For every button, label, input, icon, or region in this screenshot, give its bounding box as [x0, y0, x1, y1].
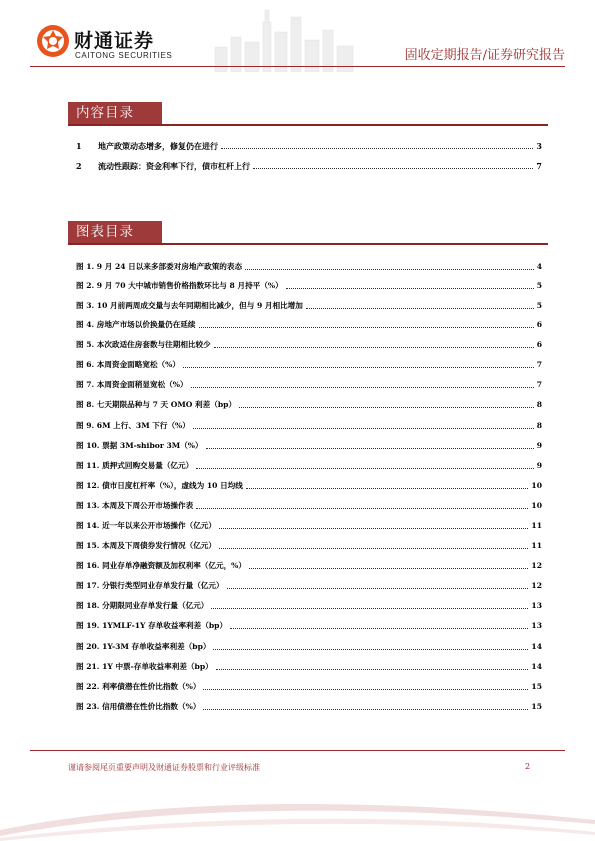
- figure-entry-8[interactable]: [76, 398, 542, 412]
- figure-entry-page: 10: [531, 481, 542, 490]
- figure-entry-page: 12: [531, 561, 542, 570]
- figure-entry-title: 图 13. 本周及下周公开市场操作表: [76, 501, 194, 510]
- figure-leader-dots: [213, 640, 528, 650]
- figure-entry-15[interactable]: [76, 539, 542, 553]
- figure-entry-page: 6: [536, 320, 542, 329]
- figure-entry-page: 14: [531, 642, 542, 651]
- figure-entry-page: 12: [531, 581, 542, 590]
- figure-leader-dots: [196, 499, 528, 509]
- figure-entry-20[interactable]: [76, 640, 542, 654]
- figure-entry-title: 图 4. 房地产市场以价换量仍在延续: [76, 320, 196, 329]
- figures-heading: [68, 221, 548, 245]
- figure-leader-dots: [239, 398, 534, 408]
- figure-entry-title: 图 22. 利率债潜在性价比指数（%）: [76, 682, 201, 691]
- figure-leader-dots: [191, 378, 534, 388]
- figure-leader-dots: [227, 579, 529, 589]
- figure-entry-21[interactable]: [76, 660, 542, 674]
- figure-entry-page: 14: [531, 662, 542, 671]
- report-type-label: 固收定期报告/证券研究报告: [404, 48, 565, 63]
- toc-item-2[interactable]: [76, 159, 542, 173]
- figure-entry-title: 图 6. 本周资金面略宽松（%）: [76, 360, 180, 369]
- figure-entry-6[interactable]: [76, 358, 542, 372]
- figure-entry-13[interactable]: [76, 499, 542, 513]
- figure-entry-page: 7: [536, 360, 542, 369]
- figure-entry-title: 图 21. 1Y 中票-存单收益率利差（bp）: [76, 662, 213, 671]
- figure-entry-page: 10: [531, 501, 542, 510]
- figure-entry-12[interactable]: [76, 479, 542, 493]
- header-divider: [30, 66, 565, 67]
- figure-entry-page: 9: [536, 461, 542, 470]
- figure-leader-dots: [306, 299, 534, 309]
- disclaimer-note: 谨请参阅尾页重要声明及财通证券股票和行业评级标准: [68, 763, 260, 772]
- figure-entry-title: 图 12. 债市日度杠杆率（%），虚线为 10 日均线: [76, 481, 243, 490]
- figure-entry-3[interactable]: [76, 299, 542, 313]
- figure-leader-dots: [249, 559, 528, 569]
- figure-entry-5[interactable]: [76, 338, 542, 352]
- figure-entry-title: 图 16. 同业存单净融资额及加权利率（亿元，%）: [76, 561, 246, 570]
- figure-entry-title: 图 1. 9 月 24 日以来多部委对房地产政策的表态: [76, 262, 243, 271]
- toc-item-title: 地产政策动态增多，修复仍在进行: [98, 141, 218, 151]
- figure-leader-dots: [203, 680, 528, 690]
- figure-entry-page: 13: [531, 621, 542, 630]
- figure-entry-page: 5: [536, 301, 542, 310]
- toc-item-number: 1: [76, 141, 82, 151]
- figure-entry-title: 图 19. 1YMLF-1Y 存单收益率利差（bp）: [76, 621, 228, 630]
- figure-leader-dots: [230, 619, 528, 629]
- figure-entry-page: 13: [531, 601, 542, 610]
- figure-leader-dots: [206, 439, 534, 449]
- toc-leader-dots: [253, 159, 533, 169]
- contents-heading-label: 内容目录: [68, 102, 162, 124]
- footer-swoosh-decoration: [0, 790, 595, 841]
- toc-item-number: 2: [76, 161, 82, 171]
- figure-entry-page: 4: [536, 262, 542, 271]
- figure-entry-title: 图 7. 本周资金面稍显宽松（%）: [76, 380, 188, 389]
- figure-entry-title: 图 20. 1Y-3M 存单收益率利差（bp）: [76, 642, 211, 651]
- figure-entry-22[interactable]: [76, 680, 542, 694]
- figure-entry-4[interactable]: [76, 318, 542, 332]
- toc-item-page: 3: [536, 141, 542, 151]
- figure-entry-title: 图 10. 票据 3M-shibor 3M（%）: [76, 441, 203, 450]
- figure-entry-16[interactable]: [76, 559, 542, 573]
- figure-entry-19[interactable]: [76, 619, 542, 633]
- contents-heading: [68, 102, 548, 126]
- figures-heading-label: 图表目录: [68, 221, 162, 243]
- figure-entry-11[interactable]: [76, 459, 542, 473]
- figure-entry-1[interactable]: [76, 260, 542, 274]
- page-header: [0, 0, 595, 80]
- figure-entry-17[interactable]: [76, 579, 542, 593]
- figure-entry-title: 图 18. 分期限同业存单发行量（亿元）: [76, 601, 209, 610]
- figure-entry-title: 图 5. 本次政适住房套数与往期相比较少: [76, 340, 211, 349]
- logo-english-name: CAITONG SECURITIES: [75, 51, 173, 60]
- page-number: 2: [525, 762, 531, 771]
- figure-entry-page: 8: [536, 421, 542, 430]
- figure-leader-dots: [211, 599, 528, 609]
- figure-leader-dots: [199, 318, 534, 328]
- toc-item-page: 7: [536, 161, 542, 171]
- figure-entry-10[interactable]: [76, 439, 542, 453]
- figure-entry-9[interactable]: [76, 419, 542, 433]
- figure-entry-title: 图 9. 6M 上行、3M 下行（%）: [76, 421, 190, 430]
- figure-leader-dots: [246, 479, 529, 489]
- figure-entry-page: 5: [536, 281, 542, 290]
- figure-entry-page: 7: [536, 380, 542, 389]
- figure-entry-title: 图 23. 信用债潜在性价比指数（%）: [76, 702, 201, 711]
- figure-entry-title: 图 8. 七天期限品种与 7 天 OMO 利差（bp）: [76, 400, 237, 409]
- figure-entry-page: 15: [531, 702, 542, 711]
- figure-entry-title: 图 3. 10 月前两周成交量与去年同期相比减少，但与 9 月相比增加: [76, 301, 303, 310]
- figure-leader-dots: [203, 700, 528, 710]
- figure-entry-title: 图 15. 本周及下周债券发行情况（亿元）: [76, 541, 216, 550]
- figure-entry-14[interactable]: [76, 519, 542, 533]
- figure-leader-dots: [219, 539, 528, 549]
- figure-leader-dots: [286, 279, 534, 289]
- caitong-logo-icon: [36, 24, 70, 58]
- figure-entry-page: 15: [531, 682, 542, 691]
- logo-chinese-name: 财通证券: [74, 30, 155, 52]
- figure-entry-18[interactable]: [76, 599, 542, 613]
- figure-entry-title: 图 14. 近一年以来公开市场操作（亿元）: [76, 521, 216, 530]
- toc-leader-dots: [221, 139, 533, 149]
- figure-leader-dots: [214, 338, 534, 348]
- figure-entry-page: 11: [531, 541, 542, 550]
- figure-leader-dots: [196, 459, 533, 469]
- figure-entry-title: 图 2. 9 月 70 大中城市销售价格指数环比与 8 月持平（%）: [76, 281, 283, 290]
- figure-entry-2[interactable]: [76, 279, 542, 293]
- city-skyline-watermark: [205, 2, 365, 72]
- toc-item-1[interactable]: [76, 139, 542, 153]
- figure-entry-page: 8: [536, 400, 542, 409]
- figure-leader-dots: [245, 260, 534, 270]
- figure-entry-page: 11: [531, 521, 542, 530]
- figure-entry-title: 图 17. 分银行类型同业存单发行量（亿元）: [76, 581, 224, 590]
- figure-leader-dots: [219, 519, 528, 529]
- footer-divider: [30, 750, 565, 751]
- figure-entry-page: 9: [536, 441, 542, 450]
- figure-leader-dots: [183, 358, 534, 368]
- figure-entry-23[interactable]: [76, 700, 542, 714]
- figure-entry-7[interactable]: [76, 378, 542, 392]
- figure-leader-dots: [216, 660, 529, 670]
- figure-entry-title: 图 11. 质押式回购交易量（亿元）: [76, 461, 194, 470]
- figure-leader-dots: [193, 419, 534, 429]
- figure-entry-page: 6: [536, 340, 542, 349]
- toc-item-title: 流动性跟踪：资金利率下行，债市杠杆上行: [98, 161, 250, 171]
